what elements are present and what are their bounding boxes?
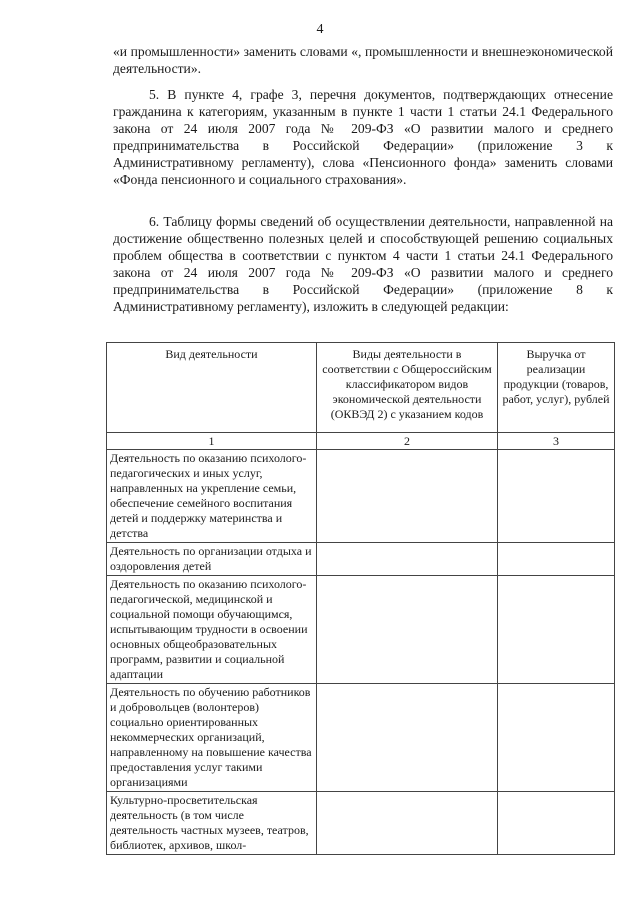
activity-cell: Деятельность по обучению работников и добровольцев (волонтеров) социально ориентированных некоммерческих организаций, направленному на повышение качества предоставления услуг такими организациями [107, 684, 317, 792]
table-row [107, 576, 615, 684]
table-row [107, 543, 615, 576]
column-number: 3 [498, 433, 615, 450]
paragraph-intro: «и промышленности» заменить словами «, промышленности и внешнеэкономической деятельности». [113, 44, 613, 76]
paragraph-6: 6. Таблицу формы сведений об осуществлении деятельности, направленной на достижение общественно полезных целей и способствующей решению социальных проблем общества в соответствии с пунктом 4 части 1 статьи 24.1 Федерального закона от 24 июля 2007 года № 209-ФЗ «О развитии малого и среднего предпринимательства в Российской Федерации» (приложение 8 к Административному регламенту), изложить в следующей редакции: [113, 214, 613, 314]
activity-cell: Деятельность по оказанию психолого-педагогической, медицинской и социальной помощи обучающимся, испытывающим трудности в освоении основных общеобразовательных программ, развитии и социальной адаптации [107, 576, 317, 684]
header-activity-type: Вид деятельности [107, 343, 317, 433]
revenue-cell[interactable] [498, 450, 615, 543]
table-row [107, 684, 615, 792]
revenue-cell[interactable] [498, 684, 615, 792]
revenue-cell[interactable] [498, 543, 615, 576]
activity-form-table [106, 342, 615, 855]
activity-cell: Культурно-просветительская деятельность (в том числе деятельность частных музеев, театров, библиотек, архивов, школ- [107, 792, 317, 855]
table-header-row [107, 343, 615, 433]
paragraph-5: 5. В пункте 4, графе 3, перечня документов, подтверждающих отнесение гражданина к категориям, указанным в пункте 1 части 1 статьи 24.1 Федерального закона от 24 июля 2007 года № 209-ФЗ «О развитии малого и среднего предпринимательства в Российской Федерации» (приложение 3 к Административному регламенту), слова «Пенсионного фонда» заменить словами «Фонда пенсионного и социального страхования». [113, 87, 613, 187]
column-number-row [107, 433, 615, 450]
okved-cell[interactable] [317, 543, 498, 576]
column-number: 2 [317, 433, 498, 450]
okved-cell[interactable] [317, 576, 498, 684]
revenue-cell[interactable] [498, 576, 615, 684]
okved-cell[interactable] [317, 450, 498, 543]
header-revenue: Выручка от реализации продукции (товаров, работ, услуг), рублей [498, 343, 615, 433]
okved-cell[interactable] [317, 792, 498, 855]
page-number: 4 [316, 22, 324, 37]
revenue-cell[interactable] [498, 792, 615, 855]
activity-cell: Деятельность по оказанию психолого-педагогических и иных услуг, направленных на укрепление семьи, обеспечение семейного воспитания детей и поддержку материнства и детства [107, 450, 317, 543]
header-okved-codes: Виды деятельности в соответствии с Общероссийским классификатором видов экономической деятельности (ОКВЭД 2) с указанием кодов [317, 343, 498, 433]
activity-cell: Деятельность по организации отдыха и оздоровления детей [107, 543, 317, 576]
okved-cell[interactable] [317, 684, 498, 792]
table-row [107, 792, 615, 855]
table-row [107, 450, 615, 543]
column-number: 1 [107, 433, 317, 450]
